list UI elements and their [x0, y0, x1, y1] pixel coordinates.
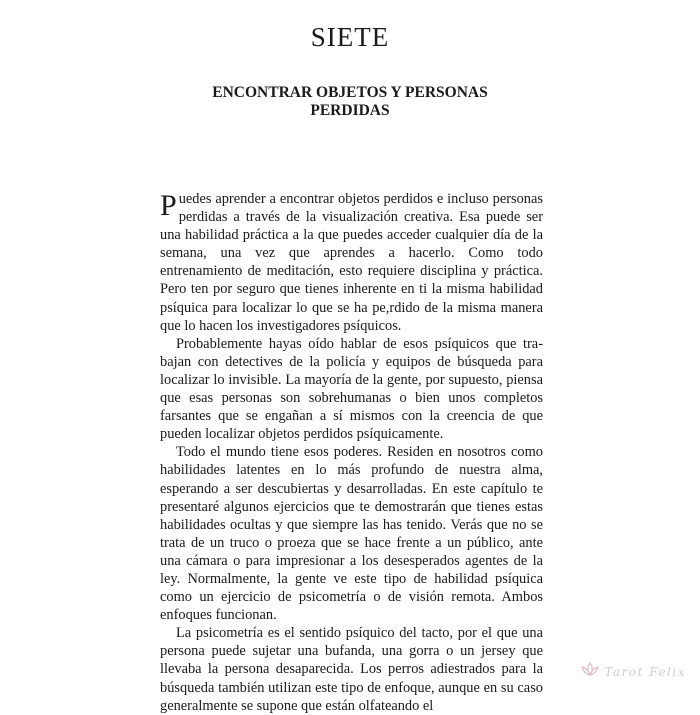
- paragraph-1-text: uedes aprender a encontrar objetos perdidos e incluso personas perdidas a través de la visualización creativa. Esa puede ser una habilidad práctica a la que puedes acceder cualquier día de la semana, una vez que aprendes a hacerlo. Como todo entrenamiento de meditación, esto requiere disciplina y práctica. Pero ten por seguro que tienes inherente en ti la misma habilidad psíquica para localizar lo que se ha pe,rdido de la misma manera que lo hacen los investigadores psíquicos.: [160, 191, 543, 334]
- section-heading-line-2: PERDIDAS: [310, 102, 390, 119]
- drop-cap: P: [160, 189, 177, 222]
- paragraph-3: Todo el mundo tiene esos poderes. Residen en nosotros como habilidades latentes en lo más profundo de nuestra alma, esperando a ser descubiertas y desarrolladas. En este capítulo te presentaré algunos ejercicios que te demostrarán que tienes estas habilidades ocultas y que siempre las has tenido. Verás que no se trata de un truco o proeza que se hace frente a un público, ante una cámara o para impresionar a los desesperados agentes de la ley. Normalmente, la gente ve este tipo de habilidad psíquica como un ejercicio de psicometría o de visión remota. Ambos enfoques funcionan.: [160, 444, 543, 624]
- chapter-title: SIETE: [310, 22, 390, 52]
- watermark: [580, 661, 686, 682]
- paragraph-4: La psicometría es el sentido psíquico del tacto, por el que una persona puede sujetar una bufanda, una gorra o un jersey que llevaba la persona desaparecida. Los perros adiestrados para la búsqueda también utilizan este tipo de enfoque, aunque en su caso generalmente se supone que están olfateando el: [160, 625, 543, 714]
- paragraph-1: [160, 190, 543, 335]
- section-heading: [150, 84, 550, 120]
- watermark-text: Tarot Felix: [604, 664, 686, 679]
- body-text: [160, 190, 543, 715]
- lotus-icon: [580, 661, 600, 682]
- paragraph-2: Probablemente hayas oído hablar de esos psíquicos que trabajan con detectives de la policía y equipos de búsqueda para localizar lo invisible. La mayoría de la gente, por supuesto, piensa que esas personas son sobrehumanas o bien unos completos farsantes que se engañan a sí mismos con la creencia de que pueden localizar objetos perdidos psíquicamente.: [160, 335, 543, 443]
- section-heading-line-1: ENCONTRAR OBJETOS Y PERSONAS: [212, 84, 488, 101]
